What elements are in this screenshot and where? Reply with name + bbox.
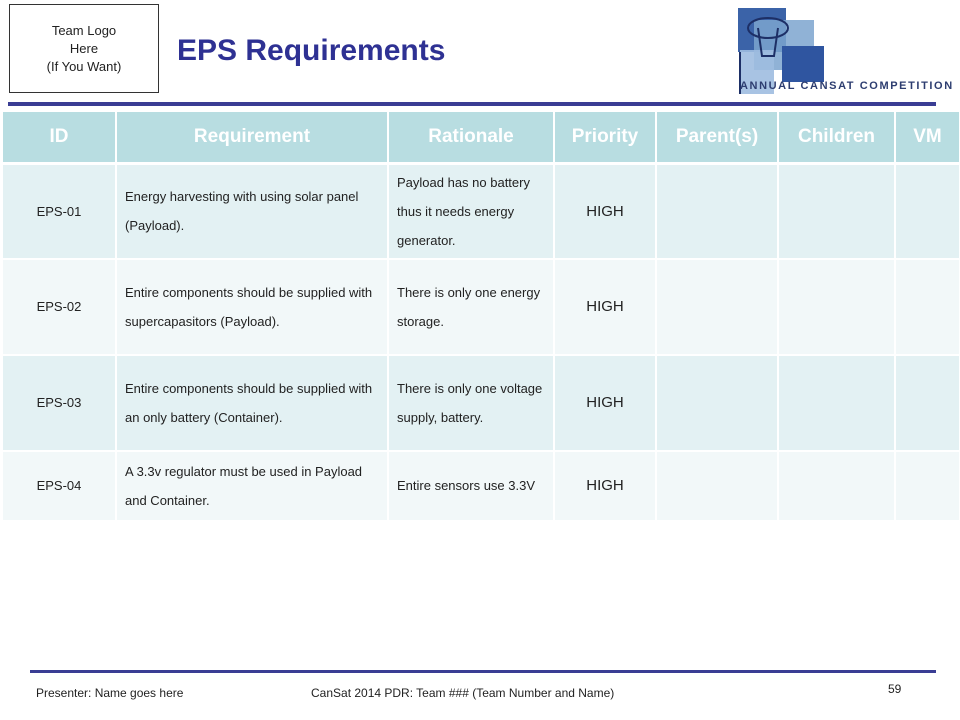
cell-children <box>778 259 895 355</box>
table-header-row <box>3 112 960 164</box>
page-title: EPS Requirements <box>177 34 446 67</box>
cell-parents <box>656 259 778 355</box>
column-header-requirement: Requirement <box>116 112 388 164</box>
column-header-vm: VM <box>895 112 960 164</box>
cell-vm <box>895 164 960 259</box>
cell-id: EPS-01 <box>3 164 116 259</box>
cell-rationale: There is only one energy storage. <box>388 259 554 355</box>
cell-children <box>778 164 895 259</box>
cell-priority: HIGH <box>554 259 656 355</box>
team-logo-placeholder <box>9 4 159 93</box>
cell-children <box>778 451 895 521</box>
cell-requirement: Entire components should be supplied with supercapasitors (Payload). <box>116 259 388 355</box>
column-header-children: Children <box>778 112 895 164</box>
cansat-logo-text: ANNUAL CANSAT COMPETITION <box>740 80 954 92</box>
logo-line-1: Team Logo <box>51 22 117 38</box>
cell-vm <box>895 451 960 521</box>
cell-rationale: Payload has no battery thus it needs energy generator. <box>388 164 554 259</box>
cell-requirement: A 3.3v regulator must be used in Payload and Container. <box>116 451 388 521</box>
cell-priority: HIGH <box>554 451 656 521</box>
column-header-priority: Priority <box>554 112 656 164</box>
cell-requirement: Entire components should be supplied with an only battery (Container). <box>116 355 388 451</box>
column-header-rationale: Rationale <box>388 112 554 164</box>
cell-parents <box>656 355 778 451</box>
footer-presenter: Presenter: Name goes here <box>36 686 184 700</box>
column-header-id: ID <box>3 112 116 164</box>
footer-divider <box>30 670 936 673</box>
cell-priority: HIGH <box>554 164 656 259</box>
cell-priority: HIGH <box>554 355 656 451</box>
cell-id: EPS-02 <box>3 259 116 355</box>
requirements-table <box>3 112 960 522</box>
cell-parents <box>656 164 778 259</box>
logo-line-3: (If You Want) <box>46 58 122 74</box>
cansat-competition-logo <box>732 6 954 96</box>
cell-id: EPS-04 <box>3 451 116 521</box>
footer-title: CanSat 2014 PDR: Team ### (Team Number and Name) <box>311 686 615 700</box>
cell-rationale: Entire sensors use 3.3V <box>388 451 554 521</box>
cell-parents <box>656 451 778 521</box>
cell-children <box>778 355 895 451</box>
cell-rationale: There is only one voltage supply, battery. <box>388 355 554 451</box>
table-row <box>3 355 960 451</box>
column-header-parents: Parent(s) <box>656 112 778 164</box>
cell-id: EPS-03 <box>3 355 116 451</box>
logo-line-2: Here <box>69 40 99 56</box>
cell-requirement: Energy harvesting with using solar panel (Payload). <box>116 164 388 259</box>
cell-vm <box>895 259 960 355</box>
cell-vm <box>895 355 960 451</box>
table-row <box>3 164 960 259</box>
table-row <box>3 451 960 521</box>
page-number: 59 <box>888 682 902 696</box>
header-divider <box>8 102 936 106</box>
table-row <box>3 259 960 355</box>
